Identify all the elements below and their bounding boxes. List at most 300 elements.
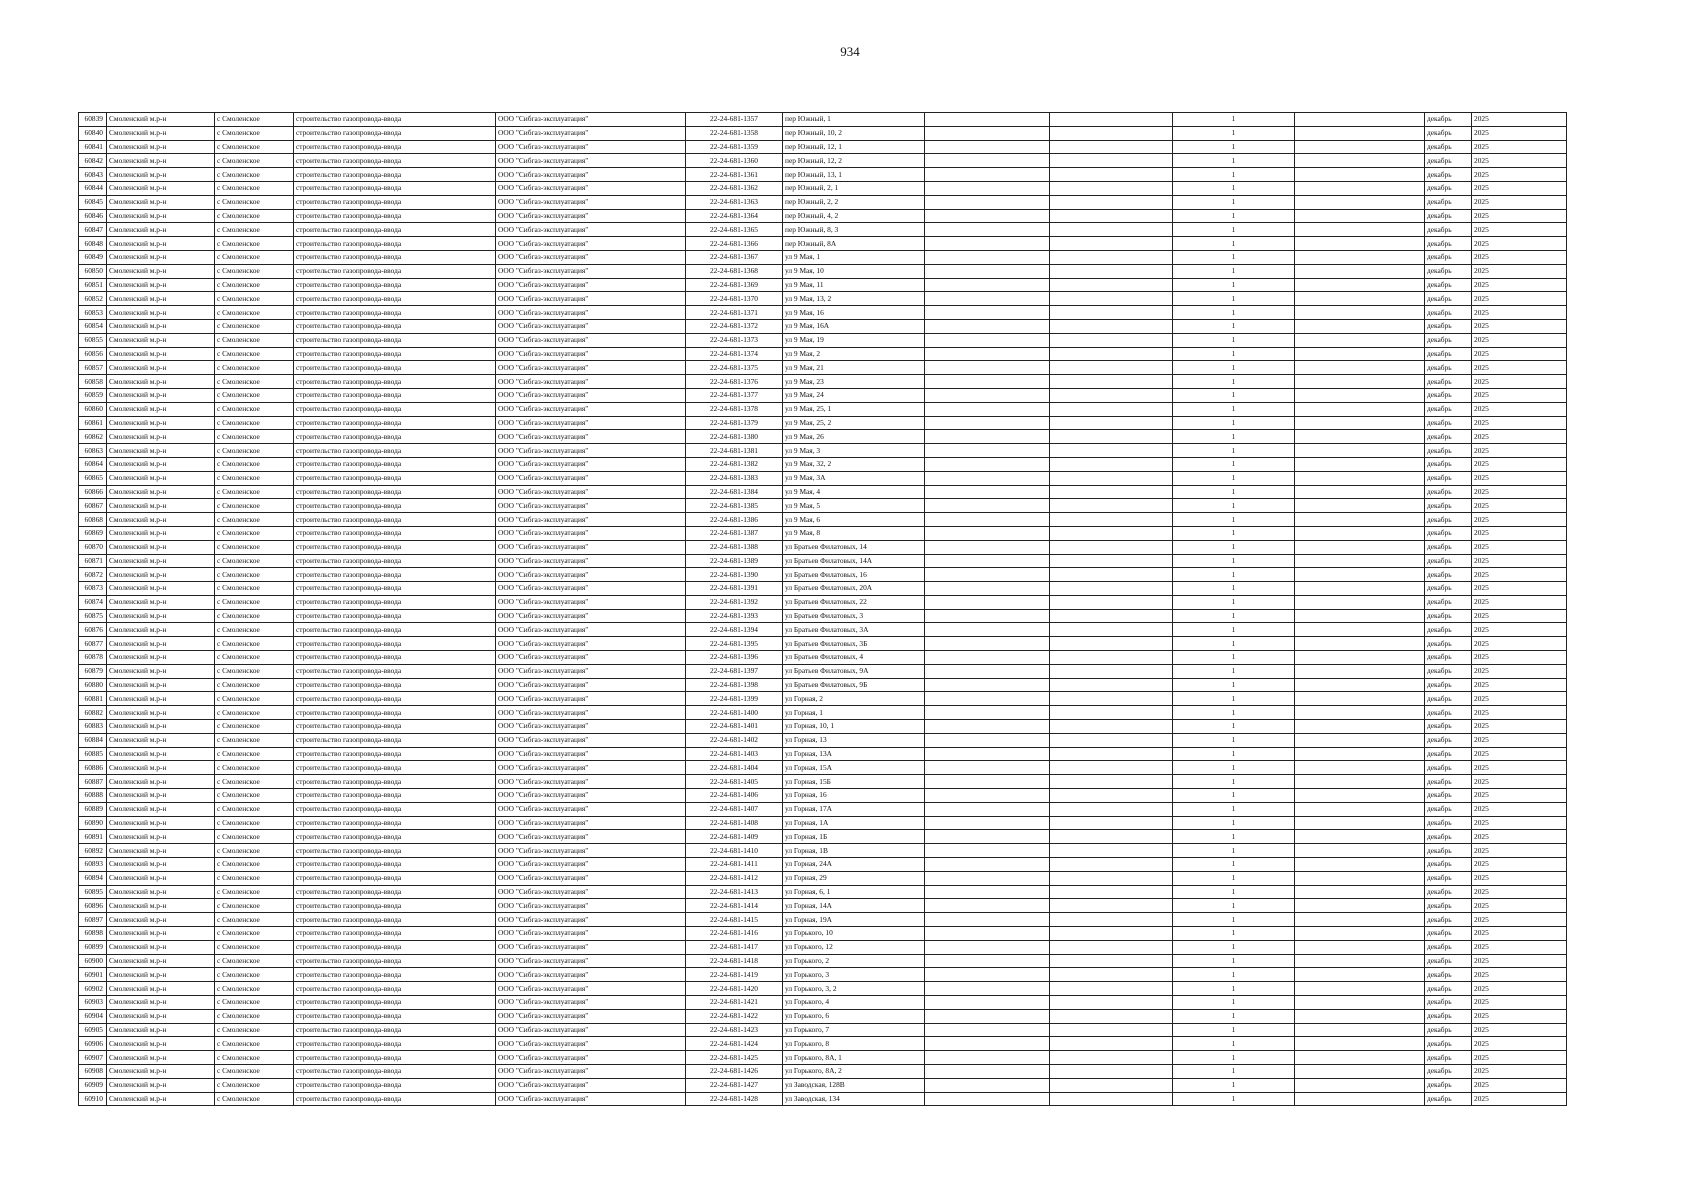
year-cell: 2025 [1472,789,1567,803]
row-number: 60851 [79,278,107,292]
organization-cell: ООО "Сибгаз-эксплуатация" [496,802,686,816]
district-cell: Смоленский м.р-н [107,1078,215,1092]
month-cell: декабрь [1425,733,1472,747]
table-row [79,899,1567,913]
table-row [79,485,1567,499]
quantity-cell: 1 [1173,237,1295,251]
organization-cell: ООО "Сибгаз-эксплуатация" [496,513,686,527]
settlement-cell: с Смоленское [215,871,294,885]
month-cell: декабрь [1425,485,1472,499]
cadastral-number-cell: 22-24-681-1399 [686,692,783,706]
address-cell: пер Южный, 12, 2 [783,154,925,168]
row-number: 60887 [79,775,107,789]
quantity-cell: 1 [1173,264,1295,278]
row-number: 60859 [79,388,107,402]
table-row [79,471,1567,485]
empty-cell [1050,761,1173,775]
organization-cell: ООО "Сибгаз-эксплуатация" [496,1064,686,1078]
district-cell: Смоленский м.р-н [107,278,215,292]
district-cell: Смоленский м.р-н [107,844,215,858]
table-row [79,885,1567,899]
quantity-cell: 1 [1173,830,1295,844]
empty-cell [1050,720,1173,734]
month-cell: декабрь [1425,499,1472,513]
empty-cell [925,457,1050,471]
empty-cell [925,733,1050,747]
organization-cell: ООО "Сибгаз-эксплуатация" [496,402,686,416]
row-number: 60868 [79,513,107,527]
empty-cell [925,154,1050,168]
cadastral-number-cell: 22-24-681-1362 [686,181,783,195]
cadastral-number-cell: 22-24-681-1381 [686,444,783,458]
work-type-cell: строительство газопровода-ввода [294,678,496,692]
quantity-cell: 1 [1173,168,1295,182]
cadastral-number-cell: 22-24-681-1407 [686,802,783,816]
empty-cell [925,1092,1050,1106]
table-row [79,1078,1567,1092]
settlement-cell: с Смоленское [215,913,294,927]
month-cell: декабрь [1425,223,1472,237]
month-cell: декабрь [1425,1023,1472,1037]
organization-cell: ООО "Сибгаз-эксплуатация" [496,651,686,665]
empty-cell [1050,126,1173,140]
organization-cell: ООО "Сибгаз-эксплуатация" [496,540,686,554]
quantity-cell: 1 [1173,361,1295,375]
quantity-cell: 1 [1173,540,1295,554]
row-number: 60855 [79,333,107,347]
quantity-cell: 1 [1173,126,1295,140]
table-row [79,126,1567,140]
table-row [79,237,1567,251]
district-cell: Смоленский м.р-н [107,595,215,609]
year-cell: 2025 [1472,1092,1567,1106]
year-cell: 2025 [1472,540,1567,554]
table-row [79,844,1567,858]
district-cell: Смоленский м.р-н [107,554,215,568]
year-cell: 2025 [1472,733,1567,747]
work-type-cell: строительство газопровода-ввода [294,513,496,527]
row-number: 60867 [79,499,107,513]
district-cell: Смоленский м.р-н [107,347,215,361]
month-cell: декабрь [1425,154,1472,168]
empty-cell [1050,747,1173,761]
settlement-cell: с Смоленское [215,375,294,389]
cadastral-number-cell: 22-24-681-1374 [686,347,783,361]
month-cell: декабрь [1425,927,1472,941]
table-row [79,954,1567,968]
empty-cell [1295,720,1425,734]
year-cell: 2025 [1472,761,1567,775]
settlement-cell: с Смоленское [215,237,294,251]
district-cell: Смоленский м.р-н [107,375,215,389]
settlement-cell: с Смоленское [215,885,294,899]
empty-cell [1050,678,1173,692]
settlement-cell: с Смоленское [215,1009,294,1023]
cadastral-number-cell: 22-24-681-1420 [686,982,783,996]
empty-cell [1295,1064,1425,1078]
address-cell: ул Горького, 3 [783,968,925,982]
month-cell: декабрь [1425,1078,1472,1092]
year-cell: 2025 [1472,526,1567,540]
settlement-cell: с Смоленское [215,457,294,471]
row-number: 60885 [79,747,107,761]
empty-cell [1050,692,1173,706]
organization-cell: ООО "Сибгаз-эксплуатация" [496,1037,686,1051]
month-cell: декабрь [1425,623,1472,637]
empty-cell [1050,168,1173,182]
organization-cell: ООО "Сибгаз-эксплуатация" [496,126,686,140]
settlement-cell: с Смоленское [215,319,294,333]
district-cell: Смоленский м.р-н [107,430,215,444]
month-cell: декабрь [1425,306,1472,320]
month-cell: декабрь [1425,264,1472,278]
empty-cell [925,913,1050,927]
month-cell: декабрь [1425,1064,1472,1078]
year-cell: 2025 [1472,568,1567,582]
row-number: 60876 [79,623,107,637]
settlement-cell: с Смоленское [215,333,294,347]
empty-cell [1050,113,1173,127]
quantity-cell: 1 [1173,720,1295,734]
row-number: 60875 [79,609,107,623]
work-type-cell: строительство газопровода-ввода [294,292,496,306]
year-cell: 2025 [1472,1064,1567,1078]
empty-cell [925,1023,1050,1037]
cadastral-number-cell: 22-24-681-1394 [686,623,783,637]
cadastral-number-cell: 22-24-681-1392 [686,595,783,609]
month-cell: декабрь [1425,333,1472,347]
year-cell: 2025 [1472,1037,1567,1051]
address-cell: ул Братьев Филатовых, 3 [783,609,925,623]
month-cell: декабрь [1425,1051,1472,1065]
cadastral-number-cell: 22-24-681-1408 [686,816,783,830]
table-row [79,968,1567,982]
year-cell: 2025 [1472,664,1567,678]
work-type-cell: строительство газопровода-ввода [294,595,496,609]
work-type-cell: строительство газопровода-ввода [294,250,496,264]
cadastral-number-cell: 22-24-681-1382 [686,457,783,471]
empty-cell [1050,775,1173,789]
cadastral-number-cell: 22-24-681-1385 [686,499,783,513]
quantity-cell: 1 [1173,1092,1295,1106]
empty-cell [925,1051,1050,1065]
work-type-cell: строительство газопровода-ввода [294,637,496,651]
organization-cell: ООО "Сибгаз-эксплуатация" [496,195,686,209]
quantity-cell: 1 [1173,940,1295,954]
empty-cell [1050,499,1173,513]
district-cell: Смоленский м.р-н [107,140,215,154]
cadastral-number-cell: 22-24-681-1423 [686,1023,783,1037]
empty-cell [925,664,1050,678]
year-cell: 2025 [1472,899,1567,913]
organization-cell: ООО "Сибгаз-эксплуатация" [496,706,686,720]
cadastral-number-cell: 22-24-681-1357 [686,113,783,127]
table-row [79,761,1567,775]
settlement-cell: с Смоленское [215,388,294,402]
table-row [79,250,1567,264]
empty-cell [925,181,1050,195]
month-cell: декабрь [1425,913,1472,927]
empty-cell [925,444,1050,458]
year-cell: 2025 [1472,954,1567,968]
settlement-cell: с Смоленское [215,761,294,775]
empty-cell [925,899,1050,913]
settlement-cell: с Смоленское [215,430,294,444]
empty-cell [1295,816,1425,830]
cadastral-number-cell: 22-24-681-1404 [686,761,783,775]
work-type-cell: строительство газопровода-ввода [294,526,496,540]
table-row [79,113,1567,127]
cadastral-number-cell: 22-24-681-1398 [686,678,783,692]
month-cell: декабрь [1425,692,1472,706]
settlement-cell: с Смоленское [215,292,294,306]
empty-cell [925,761,1050,775]
address-cell: ул Братьев Филатовых, 22 [783,595,925,609]
table-row [79,996,1567,1010]
empty-cell [1295,954,1425,968]
table-row [79,388,1567,402]
cadastral-number-cell: 22-24-681-1365 [686,223,783,237]
address-cell: пер Южный, 10, 2 [783,126,925,140]
row-number: 60890 [79,816,107,830]
quantity-cell: 1 [1173,692,1295,706]
table-row [79,375,1567,389]
organization-cell: ООО "Сибгаз-эксплуатация" [496,319,686,333]
address-cell: ул Горького, 12 [783,940,925,954]
table-row [79,623,1567,637]
cadastral-number-cell: 22-24-681-1359 [686,140,783,154]
settlement-cell: с Смоленское [215,775,294,789]
cadastral-number-cell: 22-24-681-1380 [686,430,783,444]
empty-cell [1050,1078,1173,1092]
settlement-cell: с Смоленское [215,982,294,996]
empty-cell [1050,816,1173,830]
cadastral-number-cell: 22-24-681-1415 [686,913,783,927]
settlement-cell: с Смоленское [215,1023,294,1037]
empty-cell [925,595,1050,609]
district-cell: Смоленский м.р-н [107,113,215,127]
organization-cell: ООО "Сибгаз-эксплуатация" [496,885,686,899]
year-cell: 2025 [1472,195,1567,209]
address-cell: пер Южный, 4, 2 [783,209,925,223]
year-cell: 2025 [1472,637,1567,651]
row-number: 60901 [79,968,107,982]
organization-cell: ООО "Сибгаз-эксплуатация" [496,982,686,996]
work-type-cell: строительство газопровода-ввода [294,747,496,761]
empty-cell [925,554,1050,568]
settlement-cell: с Смоленское [215,996,294,1010]
table-row [79,940,1567,954]
row-number: 60889 [79,802,107,816]
work-type-cell: строительство газопровода-ввода [294,775,496,789]
month-cell: декабрь [1425,830,1472,844]
registry-body [79,113,1567,1106]
quantity-cell: 1 [1173,637,1295,651]
quantity-cell: 1 [1173,1064,1295,1078]
organization-cell: ООО "Сибгаз-эксплуатация" [496,444,686,458]
work-type-cell: строительство газопровода-ввода [294,430,496,444]
month-cell: декабрь [1425,595,1472,609]
month-cell: декабрь [1425,416,1472,430]
empty-cell [925,278,1050,292]
work-type-cell: строительство газопровода-ввода [294,113,496,127]
organization-cell: ООО "Сибгаз-эксплуатация" [496,761,686,775]
table-row [79,637,1567,651]
empty-cell [1295,485,1425,499]
row-number: 60909 [79,1078,107,1092]
empty-cell [1050,733,1173,747]
year-cell: 2025 [1472,347,1567,361]
organization-cell: ООО "Сибгаз-эксплуатация" [496,554,686,568]
empty-cell [925,361,1050,375]
table-row [79,181,1567,195]
district-cell: Смоленский м.р-н [107,692,215,706]
work-type-cell: строительство газопровода-ввода [294,457,496,471]
year-cell: 2025 [1472,747,1567,761]
quantity-cell: 1 [1173,333,1295,347]
cadastral-number-cell: 22-24-681-1372 [686,319,783,333]
table-row [79,292,1567,306]
empty-cell [1050,830,1173,844]
month-cell: декабрь [1425,899,1472,913]
cadastral-number-cell: 22-24-681-1376 [686,375,783,389]
empty-cell [1295,664,1425,678]
empty-cell [1050,1092,1173,1106]
empty-cell [1295,471,1425,485]
organization-cell: ООО "Сибгаз-эксплуатация" [496,871,686,885]
row-number: 60898 [79,927,107,941]
empty-cell [925,954,1050,968]
month-cell: декабрь [1425,1009,1472,1023]
cadastral-number-cell: 22-24-681-1371 [686,306,783,320]
work-type-cell: строительство газопровода-ввода [294,1037,496,1051]
empty-cell [925,692,1050,706]
organization-cell: ООО "Сибгаз-эксплуатация" [496,264,686,278]
table-row [79,582,1567,596]
empty-cell [1295,830,1425,844]
quantity-cell: 1 [1173,1078,1295,1092]
empty-cell [1295,706,1425,720]
empty-cell [1295,885,1425,899]
quantity-cell: 1 [1173,802,1295,816]
work-type-cell: строительство газопровода-ввода [294,996,496,1010]
empty-cell [1295,789,1425,803]
quantity-cell: 1 [1173,899,1295,913]
empty-cell [925,250,1050,264]
empty-cell [1295,237,1425,251]
organization-cell: ООО "Сибгаз-эксплуатация" [496,1051,686,1065]
quantity-cell: 1 [1173,761,1295,775]
empty-cell [1050,858,1173,872]
district-cell: Смоленский м.р-н [107,402,215,416]
address-cell: ул 9 Мая, 23 [783,375,925,389]
district-cell: Смоленский м.р-н [107,789,215,803]
district-cell: Смоленский м.р-н [107,747,215,761]
month-cell: декабрь [1425,651,1472,665]
cadastral-number-cell: 22-24-681-1409 [686,830,783,844]
empty-cell [925,113,1050,127]
table-row [79,1092,1567,1106]
empty-cell [1295,457,1425,471]
quantity-cell: 1 [1173,554,1295,568]
organization-cell: ООО "Сибгаз-эксплуатация" [496,140,686,154]
empty-cell [1050,333,1173,347]
settlement-cell: с Смоленское [215,485,294,499]
empty-cell [925,858,1050,872]
settlement-cell: с Смоленское [215,692,294,706]
year-cell: 2025 [1472,1023,1567,1037]
table-row [79,154,1567,168]
cadastral-number-cell: 22-24-681-1416 [686,927,783,941]
empty-cell [1295,388,1425,402]
district-cell: Смоленский м.р-н [107,416,215,430]
row-number: 60902 [79,982,107,996]
address-cell: ул Горная, 10, 1 [783,720,925,734]
district-cell: Смоленский м.р-н [107,706,215,720]
district-cell: Смоленский м.р-н [107,651,215,665]
district-cell: Смоленский м.р-н [107,609,215,623]
empty-cell [925,513,1050,527]
month-cell: декабрь [1425,209,1472,223]
table-row [79,278,1567,292]
row-number: 60866 [79,485,107,499]
settlement-cell: с Смоленское [215,582,294,596]
settlement-cell: с Смоленское [215,706,294,720]
district-cell: Смоленский м.р-н [107,250,215,264]
row-number: 60870 [79,540,107,554]
table-row [79,195,1567,209]
table-row [79,402,1567,416]
empty-cell [925,292,1050,306]
empty-cell [1295,609,1425,623]
year-cell: 2025 [1472,250,1567,264]
empty-cell [1050,582,1173,596]
cadastral-number-cell: 22-24-681-1400 [686,706,783,720]
quantity-cell: 1 [1173,347,1295,361]
work-type-cell: строительство газопровода-ввода [294,1064,496,1078]
organization-cell: ООО "Сибгаз-эксплуатация" [496,940,686,954]
row-number: 60844 [79,181,107,195]
district-cell: Смоленский м.р-н [107,802,215,816]
empty-cell [925,140,1050,154]
organization-cell: ООО "Сибгаз-эксплуатация" [496,278,686,292]
work-type-cell: строительство газопровода-ввода [294,306,496,320]
district-cell: Смоленский м.р-н [107,457,215,471]
cadastral-number-cell: 22-24-681-1370 [686,292,783,306]
row-number: 60884 [79,733,107,747]
work-type-cell: строительство газопровода-ввода [294,195,496,209]
empty-cell [1295,168,1425,182]
work-type-cell: строительство газопровода-ввода [294,816,496,830]
row-number: 60841 [79,140,107,154]
empty-cell [1295,623,1425,637]
table-row [79,871,1567,885]
work-type-cell: строительство газопровода-ввода [294,1009,496,1023]
empty-cell [1050,623,1173,637]
organization-cell: ООО "Сибгаз-эксплуатация" [496,361,686,375]
year-cell: 2025 [1472,802,1567,816]
empty-cell [1295,582,1425,596]
work-type-cell: строительство газопровода-ввода [294,692,496,706]
quantity-cell: 1 [1173,582,1295,596]
district-cell: Смоленский м.р-н [107,582,215,596]
district-cell: Смоленский м.р-н [107,223,215,237]
settlement-cell: с Смоленское [215,306,294,320]
organization-cell: ООО "Сибгаз-эксплуатация" [496,485,686,499]
year-cell: 2025 [1472,623,1567,637]
row-number: 60888 [79,789,107,803]
year-cell: 2025 [1472,775,1567,789]
